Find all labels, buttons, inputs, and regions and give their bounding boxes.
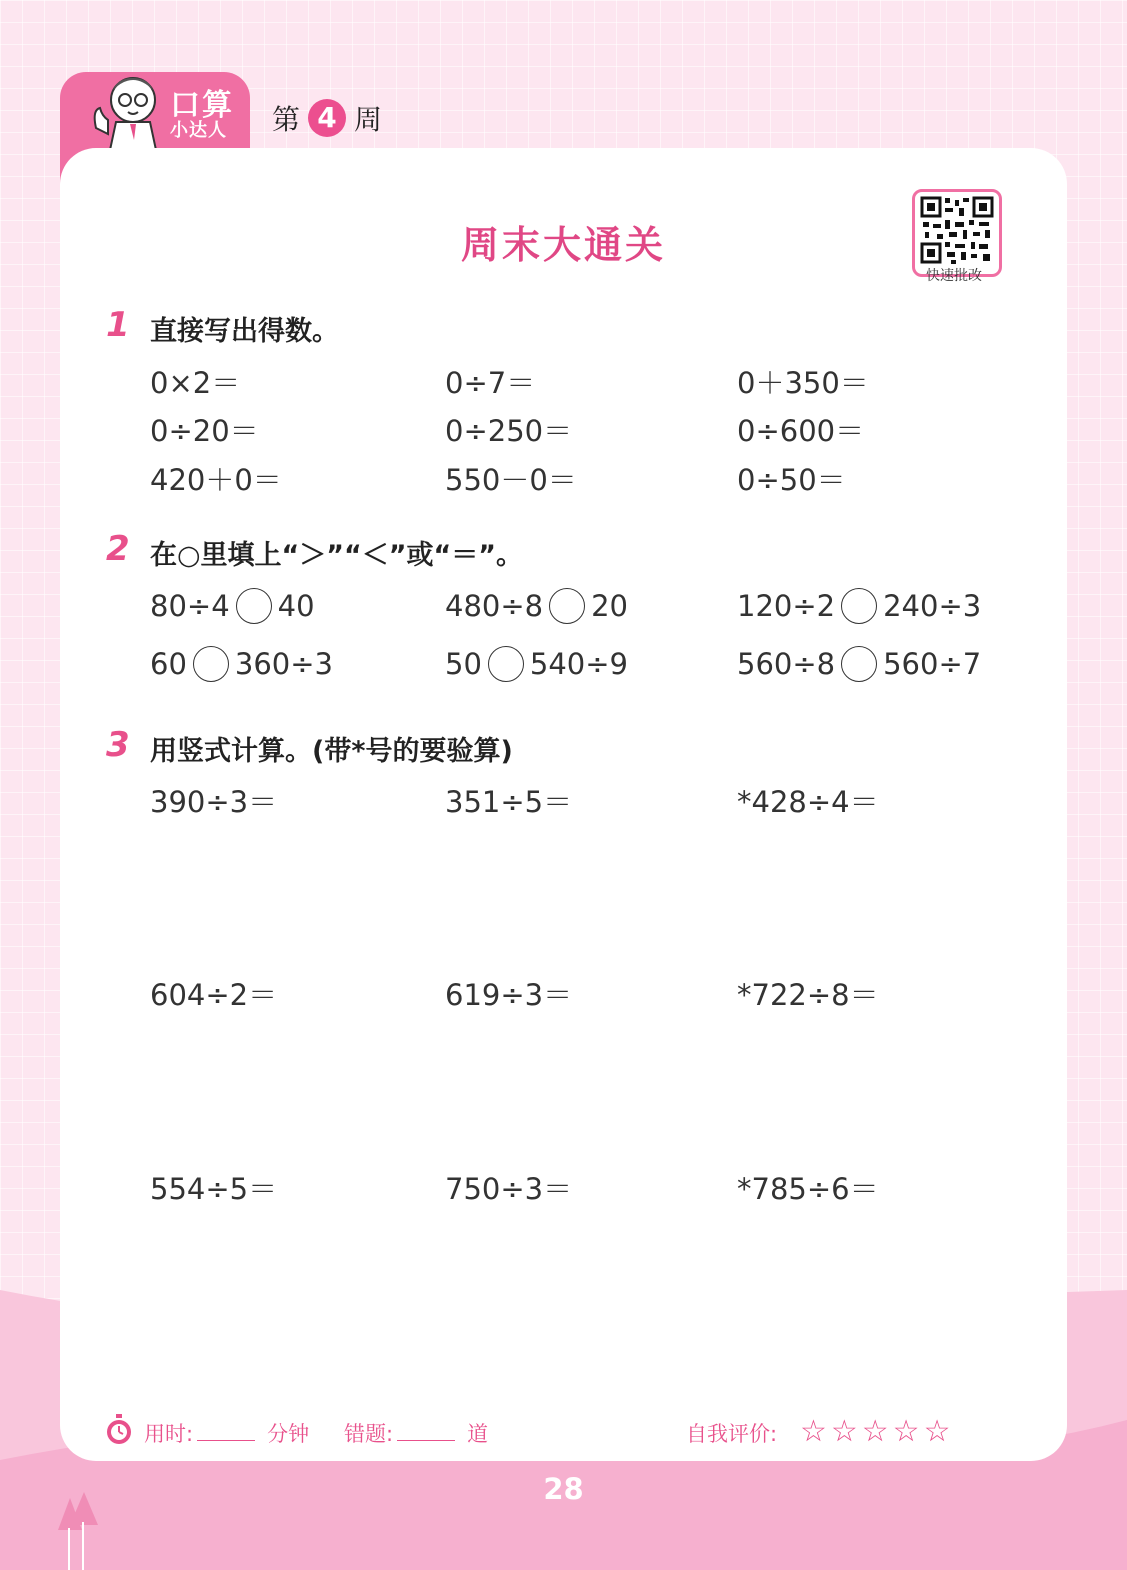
q3-item: 390÷3＝ bbox=[150, 785, 278, 819]
q2-right: 540÷9 bbox=[529, 647, 629, 681]
week-number-badge: 4 bbox=[308, 99, 346, 137]
qr-code-icon[interactable] bbox=[912, 189, 1002, 277]
question-1-instruction: 直接写出得数。 bbox=[150, 316, 339, 347]
page-title: 周末大通关 bbox=[460, 223, 666, 267]
q1-item: 550－0＝ bbox=[445, 463, 577, 497]
brand-main: 口算 bbox=[170, 88, 234, 123]
question-3-instruction: 用竖式计算。(带*号的要验算) bbox=[150, 736, 513, 767]
comparison-circle[interactable] bbox=[841, 646, 877, 682]
q1-item: 0÷600＝ bbox=[737, 414, 865, 448]
q2-item bbox=[150, 646, 333, 682]
errors-label: 错题: bbox=[344, 1422, 394, 1446]
q2-left: 60 bbox=[150, 647, 187, 681]
comparison-circle[interactable] bbox=[193, 646, 229, 682]
mascot-icon bbox=[78, 70, 168, 150]
time-used bbox=[144, 1418, 309, 1448]
comparison-circle[interactable] bbox=[236, 588, 272, 624]
time-unit: 分钟 bbox=[267, 1422, 310, 1446]
q2-right: 40 bbox=[277, 589, 315, 623]
q3-item: *785÷6＝ bbox=[737, 1172, 879, 1206]
q3-item: 554÷5＝ bbox=[150, 1172, 278, 1206]
q2-item bbox=[737, 588, 981, 624]
q1-item: 0×2＝ bbox=[150, 366, 241, 400]
q1-item: 0÷250＝ bbox=[445, 414, 573, 448]
stopwatch-icon bbox=[104, 1414, 134, 1446]
q1-item: 0÷20＝ bbox=[150, 414, 259, 448]
q1-item: 0÷7＝ bbox=[445, 366, 536, 400]
q2-item bbox=[445, 646, 628, 682]
comparison-circle[interactable] bbox=[549, 588, 585, 624]
qr-label: 快速批改 bbox=[926, 268, 982, 284]
q1-item: 0÷50＝ bbox=[737, 463, 846, 497]
q3-item: 619÷3＝ bbox=[445, 978, 573, 1012]
q3-item: 604÷2＝ bbox=[150, 978, 278, 1012]
q1-item: 0＋350＝ bbox=[737, 366, 869, 400]
q2-item bbox=[445, 588, 628, 624]
rating-stars[interactable]: ☆☆☆☆☆ bbox=[800, 1414, 955, 1449]
question-3-number: 3 bbox=[106, 725, 130, 765]
q2-right: 20 bbox=[591, 589, 629, 623]
q2-left: 50 bbox=[445, 647, 482, 681]
q3-item: 351÷5＝ bbox=[445, 785, 573, 819]
q2-right: 560÷7 bbox=[883, 647, 982, 681]
q3-item: *428÷4＝ bbox=[737, 785, 879, 819]
week-indicator bbox=[272, 98, 382, 138]
week-prefix: 第 bbox=[272, 103, 301, 136]
q2-right: 240÷3 bbox=[883, 589, 982, 623]
q2-left: 560÷8 bbox=[737, 647, 836, 681]
q2-left: 80÷4 bbox=[150, 589, 230, 623]
q2-left: 120÷2 bbox=[737, 589, 836, 623]
q2-item bbox=[150, 588, 315, 624]
question-2-instruction: 在○里填上“＞”“＜”或“＝”。 bbox=[150, 540, 524, 571]
errors-blank[interactable] bbox=[397, 1422, 455, 1441]
q3-item: *722÷8＝ bbox=[737, 978, 879, 1012]
errors-unit: 道 bbox=[467, 1422, 489, 1446]
question-1-number: 1 bbox=[106, 305, 130, 345]
brand-sub: 小达人 bbox=[170, 120, 227, 141]
comparison-circle[interactable] bbox=[488, 646, 524, 682]
question-2-number: 2 bbox=[106, 529, 130, 569]
week-suffix: 周 bbox=[354, 103, 383, 136]
error-count bbox=[344, 1418, 488, 1448]
q3-item: 750÷3＝ bbox=[445, 1172, 573, 1206]
comparison-circle[interactable] bbox=[841, 588, 877, 624]
qr-pattern-icon bbox=[915, 192, 999, 274]
time-label: 用时: bbox=[144, 1422, 194, 1446]
q2-item bbox=[737, 646, 981, 682]
q2-right: 360÷3 bbox=[234, 647, 334, 681]
self-eval-label: 自我评价: bbox=[686, 1422, 778, 1446]
page-number: 28 bbox=[543, 1472, 584, 1506]
time-blank[interactable] bbox=[197, 1422, 255, 1441]
q1-item: 420＋0＝ bbox=[150, 463, 282, 497]
q2-left: 480÷8 bbox=[445, 589, 544, 623]
